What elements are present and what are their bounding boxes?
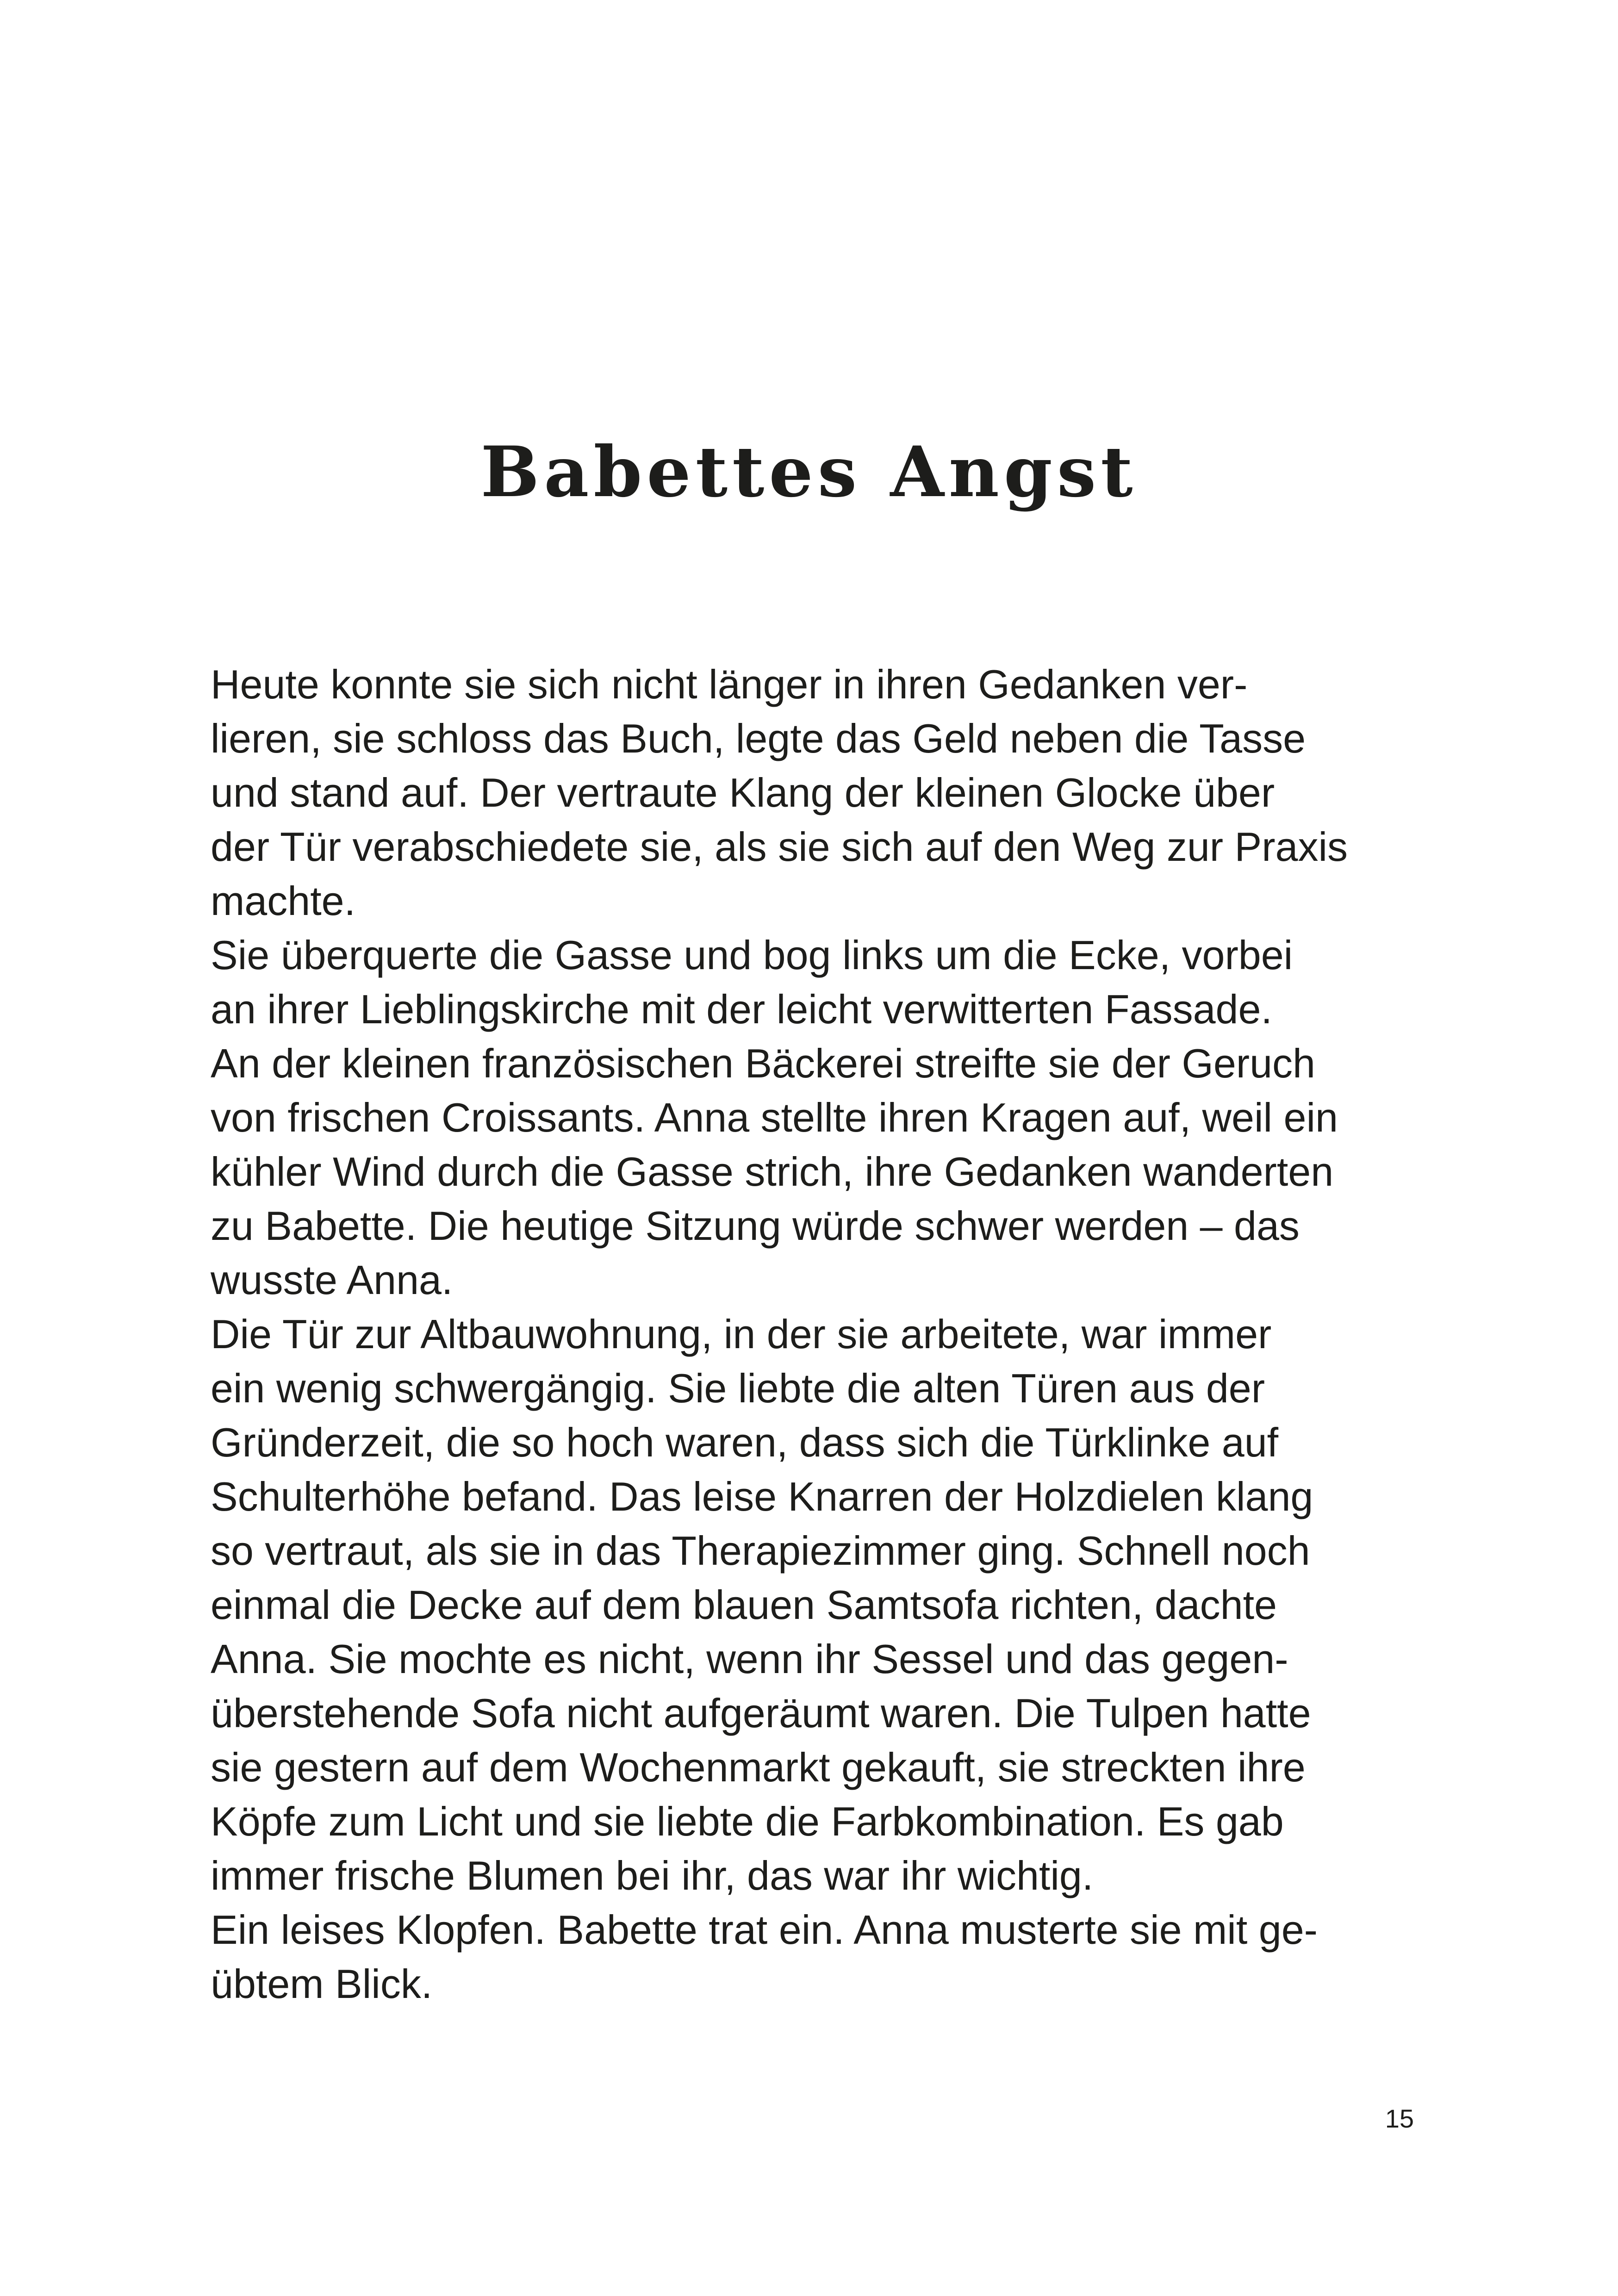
text-line: so vertraut, als sie in das Therapiezimmer ging. Schnell noch xyxy=(211,1528,1310,1574)
text-line: Anna. Sie mochte es nicht, wenn ihr Sessel und das gegen- xyxy=(211,1636,1288,1682)
text-line: sie gestern auf dem Wochenmarkt gekauft, sie streckten ihre xyxy=(211,1744,1306,1790)
text-line: immer frische Blumen bei ihr, das war ihr wichtig. xyxy=(211,1853,1094,1898)
text-line: und stand auf. Der vertraute Klang der kleinen Glocke über xyxy=(211,770,1275,815)
text-line: lieren, sie schloss das Buch, legte das Geld neben die Tasse xyxy=(211,716,1306,761)
text-line: der Tür verabschiedete sie, als sie sich auf den Weg zur Praxis xyxy=(211,824,1348,870)
text-line: kühler Wind durch die Gasse strich, ihre Gedanken wanderten xyxy=(211,1149,1334,1195)
text-line: zu Babette. Die heutige Sitzung würde schwer werden – das xyxy=(211,1203,1300,1249)
body-text xyxy=(211,657,1414,2011)
chapter-title: Babettes Angst xyxy=(480,431,1138,513)
text-line: überstehende Sofa nicht aufgeräumt waren. Die Tulpen hatte xyxy=(211,1690,1311,1736)
text-line: einmal die Decke auf dem blauen Samtsofa richten, dachte xyxy=(211,1582,1277,1628)
text-line: von frischen Croissants. Anna stellte ihren Kragen auf, weil ein xyxy=(211,1095,1338,1140)
text-line: An der kleinen französischen Bäckerei streifte sie der Geruch xyxy=(211,1040,1315,1086)
text-line: Schulterhöhe befand. Das leise Knarren der Holzdielen klang xyxy=(211,1474,1313,1519)
text-line: Gründerzeit, die so hoch waren, dass sich die Türklinke auf xyxy=(211,1419,1279,1465)
text-line: Köpfe zum Licht und sie liebte die Farbkombination. Es gab xyxy=(211,1798,1284,1844)
text-line: übtem Blick. xyxy=(211,1961,433,2007)
text-line: an ihrer Lieblingskirche mit der leicht verwitterten Fassade. xyxy=(211,986,1272,1032)
text-line: wusste Anna. xyxy=(211,1257,453,1303)
text-line: Ein leises Klopfen. Babette trat ein. Anna musterte sie mit ge- xyxy=(211,1907,1318,1953)
page-number: 15 xyxy=(1385,2104,1414,2133)
text-line: Die Tür zur Altbauwohnung, in der sie arbeitete, war immer xyxy=(211,1311,1272,1357)
text-line: machte. xyxy=(211,878,356,924)
text-line: Sie überquerte die Gasse und bog links um die Ecke, vorbei xyxy=(211,932,1293,978)
text-line: ein wenig schwergängig. Sie liebte die alten Türen aus der xyxy=(211,1365,1265,1411)
text-line: Heute konnte sie sich nicht länger in ihren Gedanken ver- xyxy=(211,661,1248,707)
